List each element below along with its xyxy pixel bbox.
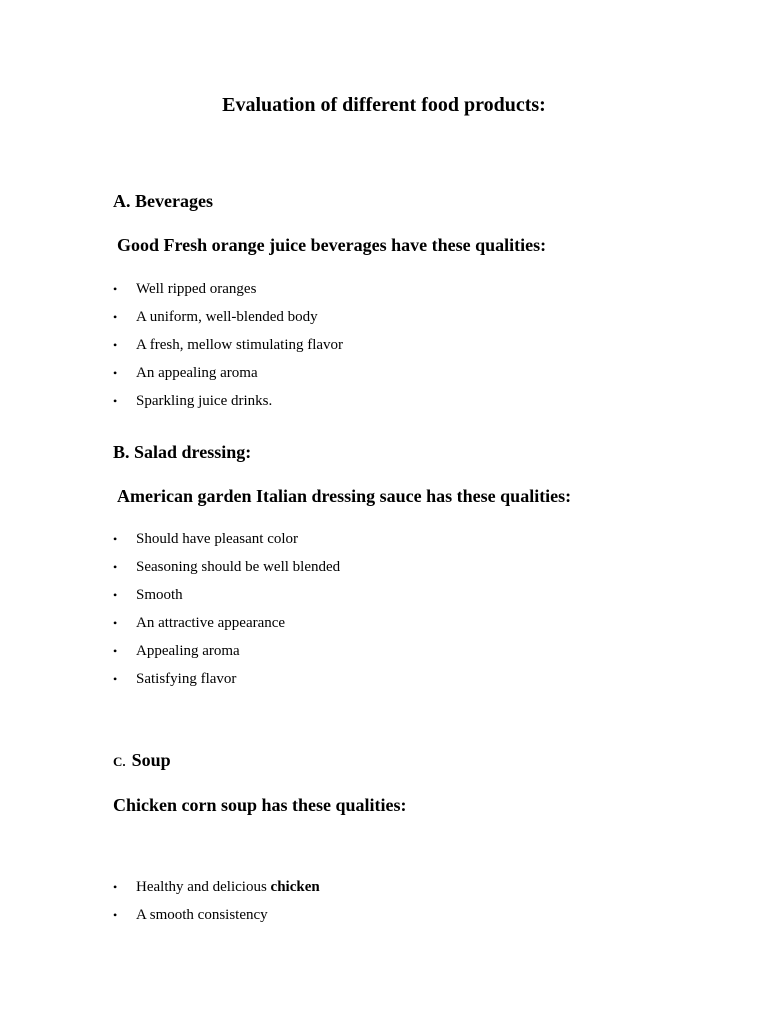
list-item: • Smooth: [113, 581, 340, 609]
section-heading-soup: [113, 749, 171, 773]
list-item: • Sparkling juice drinks.: [113, 387, 343, 415]
bullet-icon: •: [113, 560, 118, 574]
list-item: • Should have pleasant color: [113, 525, 340, 553]
section-letter: C.: [113, 754, 126, 769]
bullet-icon: •: [113, 532, 118, 546]
section-title: Soup: [131, 750, 171, 770]
list-item: • Healthy and delicious chicken: [113, 873, 320, 901]
list-item: • A uniform, well-blended body: [113, 303, 343, 331]
bullet-icon: •: [113, 908, 118, 922]
list-item: • Seasoning should be well blended: [113, 553, 340, 581]
bullet-icon: •: [113, 282, 118, 296]
soup-quality-list: [113, 873, 320, 929]
bullet-icon: •: [113, 616, 118, 630]
section-title: Salad dressing:: [134, 442, 252, 462]
list-item: • Well ripped oranges: [113, 275, 343, 303]
section-letter: A.: [113, 191, 131, 211]
list-item: • Satisfying flavor: [113, 665, 340, 693]
bullet-icon: •: [113, 310, 118, 324]
bullet-icon: •: [113, 880, 118, 894]
section-subheading-beverages: Good Fresh orange juice beverages have these qualities:: [117, 235, 547, 255]
section-letter: B.: [113, 442, 130, 462]
section-title: Beverages: [135, 191, 213, 211]
bullet-icon: •: [113, 672, 118, 686]
section-subheading-soup: Chicken corn soup has these qualities:: [113, 795, 407, 815]
list-item: • A smooth consistency: [113, 901, 320, 929]
bullet-icon: •: [113, 644, 118, 658]
list-item: • Appealing aroma: [113, 637, 340, 665]
bullet-icon: •: [113, 338, 118, 352]
document-title: Evaluation of different food products:: [222, 94, 546, 116]
beverages-quality-list: [113, 275, 343, 415]
list-item: • A fresh, mellow stimulating flavor: [113, 331, 343, 359]
bullet-icon: •: [113, 366, 118, 380]
list-item: • An appealing aroma: [113, 359, 343, 387]
section-heading-salad-dressing: [113, 441, 251, 463]
section-subheading-salad-dressing: American garden Italian dressing sauce has these qualities:: [117, 486, 572, 506]
bullet-icon: •: [113, 588, 118, 602]
list-item: • An attractive appearance: [113, 609, 340, 637]
salad-dressing-quality-list: [113, 525, 340, 693]
bullet-icon: •: [113, 394, 118, 408]
section-heading-beverages: [113, 190, 213, 212]
